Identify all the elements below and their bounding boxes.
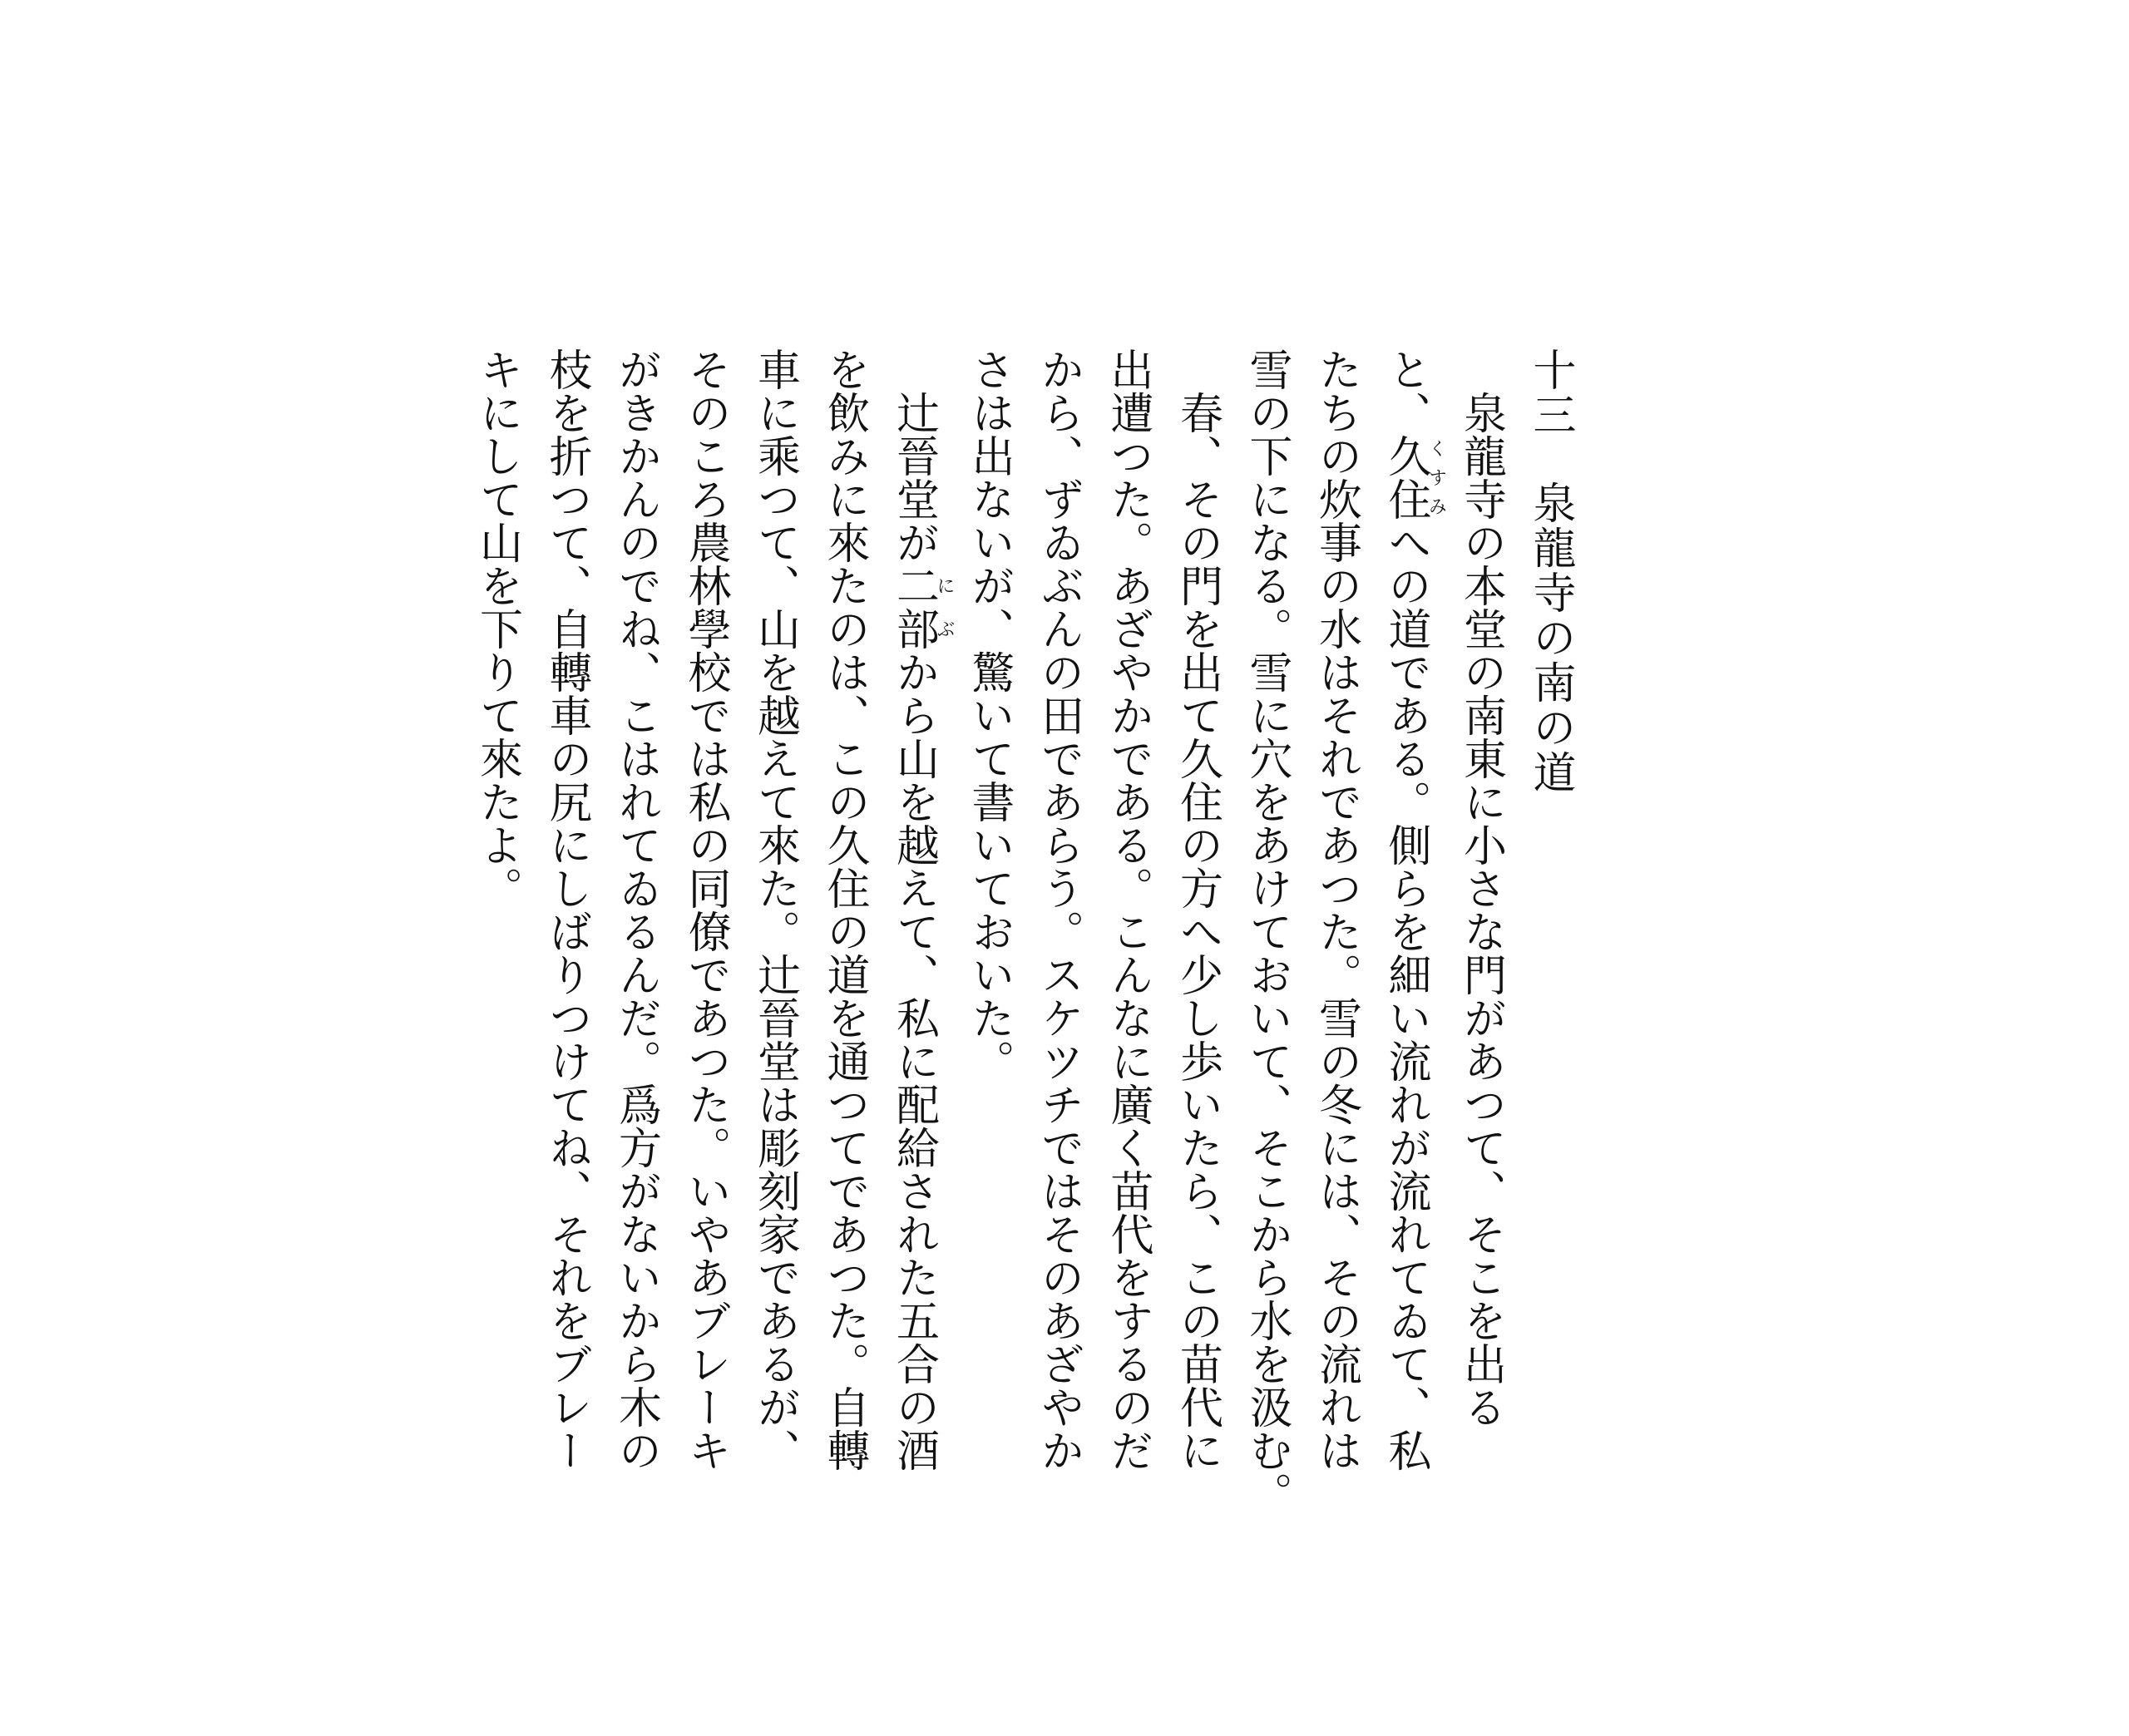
text-run: 辻晉堂が (888, 391, 939, 564)
paragraph-3-line-3: 車に乘つて、山を越えて來た。辻晉堂は彫刻家であるが、 (749, 348, 800, 1472)
heading-spacer (1515, 437, 1585, 481)
section-heading (1515, 348, 1585, 1445)
paragraph-2-line-3: から、ずゐぶんの田であらう。スケツチではそのあざやか (1033, 348, 1084, 1472)
section-title: 泉龍寺の南の道 (1525, 481, 1575, 795)
ruby-reading: ぶ (934, 607, 955, 650)
paragraph-3-line-6: 枝を折つて、自轉車の尻にしばりつけてね、それをブレー (541, 348, 591, 1472)
section-number: 十三 (1525, 348, 1575, 437)
ruby-bu (888, 607, 955, 650)
paragraph-1-line-2 (1371, 348, 1447, 1472)
paragraph-3-line-2: を飲みに來たのは、この久住の道を通つてであつた。自轉 (819, 348, 869, 1472)
paragraph-1-line-3: たちの炊事の水はそれであつた。雪の冬には、その流れは (1311, 348, 1361, 1472)
paragraph-1-line-4: 雪の下になる。雪に穴をあけておいて、そこから水を汲む。 (1242, 348, 1292, 1515)
ruby-ni (888, 564, 955, 607)
text-run: から山を越えて、私に配給された五合の酒 (888, 650, 939, 1472)
paragraph-3-line-7: キにして山を下りて來たよ。 (472, 348, 522, 910)
ruby-reading: に (934, 564, 955, 607)
paragraph-1-line-1: 泉龍寺の本堂の南東に小さな門があつて、そこを出る (1455, 391, 1506, 1428)
ruby-reading: くすみ (1425, 434, 1447, 520)
vertical-text-page (462, 348, 1584, 1515)
paragraph-2-line-2: 出遭つた。あざやかである。こんなに廣く苗代をするのだ (1103, 348, 1153, 1472)
text-run: と、 (1381, 348, 1430, 434)
ruby-base: 久住 (1381, 434, 1430, 520)
paragraph-3-line-1 (878, 348, 955, 1472)
paragraph-3-line-4: そのころ農林學校では私の同僚であつた。いやあブレーキ (680, 348, 730, 1472)
ruby-base: 二 (888, 564, 939, 607)
paragraph-2-line-1: 春、その門を出て久住の方へ少し歩いたら、この苗代に (1172, 391, 1223, 1472)
paragraph-3-line-5: がきかんのでね、こはれてゐるんだ。爲方がないから木の (610, 348, 661, 1472)
text-run: への道である。側らを細い流れが流れてゐて、私 (1381, 520, 1430, 1472)
ruby-base: 部 (888, 607, 939, 650)
ruby-kusumi (1381, 434, 1447, 520)
paragraph-2-line-4: さは出ないが、驚いて書いておいた。 (964, 348, 1014, 1083)
